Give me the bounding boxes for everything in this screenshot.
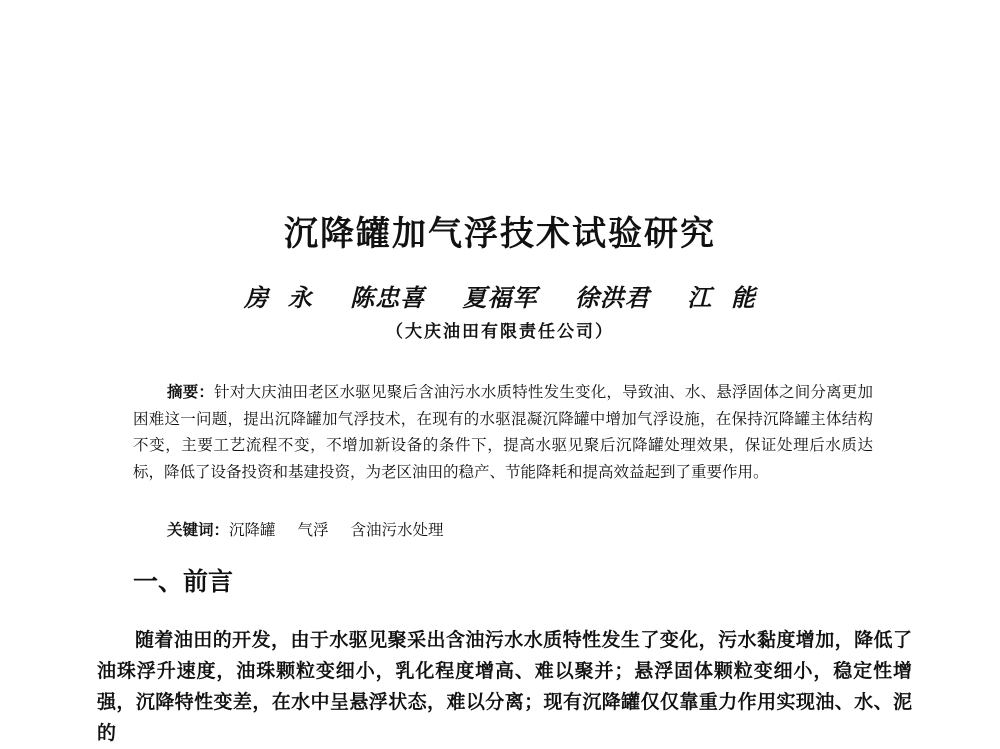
keyword: 沉降罐 — [229, 521, 276, 539]
keyword: 气浮 — [297, 521, 329, 539]
author-name: 夏福军 — [462, 283, 538, 312]
author-list — [0, 282, 1000, 314]
keywords — [167, 517, 466, 543]
author-name: 江 能 — [687, 283, 756, 312]
keyword: 含油污水处理 — [350, 521, 444, 539]
abstract-text: 针对大庆油田老区水驱见聚后含油污水水质特性发生变化，导致油、水、悬浮固体之间分离更加困难这一问题，提出沉降罐加气浮技术，在现有的水驱混凝沉降罐中增加气浮设施，在保持沉降罐主体结构不变，主要工艺流程不变，不增加新设备的条件下，提高水驱见聚后沉降罐处理效果，保证处理后水质达标，降低了设备投资和基建投资，为老区油田的稳产、节能降耗和提高效益起到了重要作用。 — [133, 383, 873, 481]
paper-title: 沉降罐加气浮技术试验研究 — [284, 214, 716, 254]
affiliation: （大庆油田有限责任公司） — [386, 322, 614, 342]
keywords-label: 关键词： — [167, 521, 230, 539]
author-name: 徐洪君 — [574, 283, 650, 312]
author-name: 陈忠喜 — [350, 283, 426, 312]
body-paragraph: 随着油田的开发，由于水驱见聚采出含油污水水质特性发生了变化，污水黏度增加，降低了油珠浮升速度，油珠颗粒变细小，乳化程度增高、难以聚并；悬浮固体颗粒变细小，稳定性增强，沉降特性变差，在水中呈悬浮状态，难以分离；现有沉降罐仅仅靠重力作用实现油、水、泥的 — [97, 629, 912, 744]
author-name: 房 永 — [244, 283, 313, 312]
abstract — [133, 379, 873, 485]
abstract-label: 摘要： — [167, 383, 215, 401]
section-heading: 一、前言 — [133, 567, 234, 596]
